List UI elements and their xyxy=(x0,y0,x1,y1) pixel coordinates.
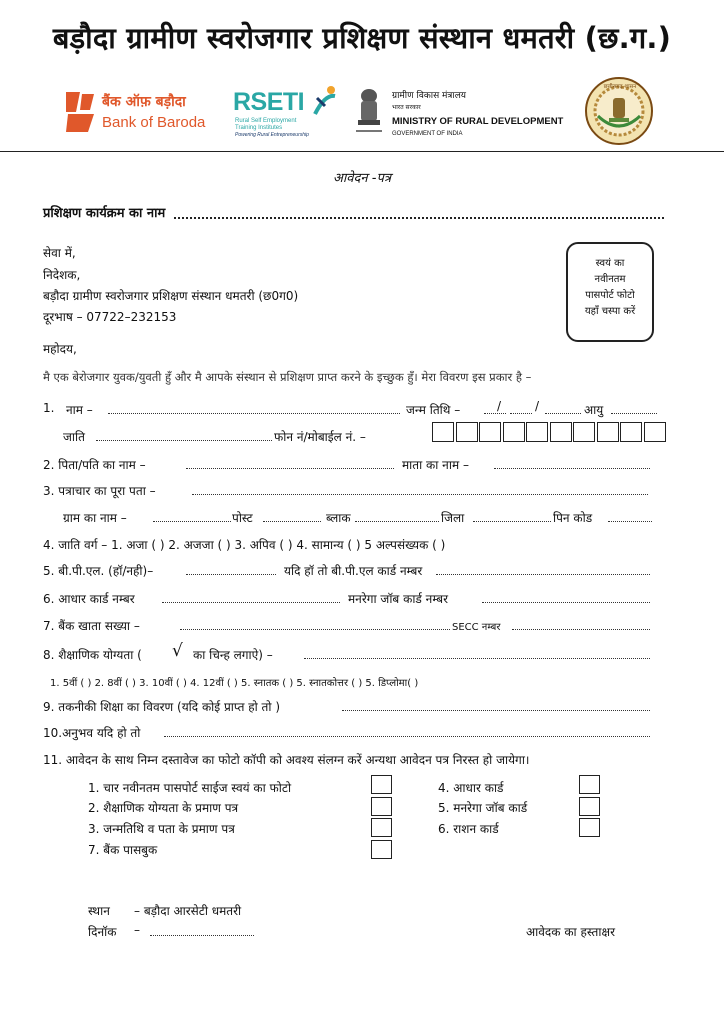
chhattisgarh-seal xyxy=(584,76,654,146)
bpl-card-field[interactable] xyxy=(436,564,650,575)
digit-box[interactable] xyxy=(479,422,501,442)
digit-box[interactable] xyxy=(503,422,525,442)
block-field[interactable] xyxy=(355,511,439,522)
address-phone: दूरभाष – 07722–232153 xyxy=(43,310,177,324)
post-label: पोस्ट xyxy=(232,511,253,525)
digit-box[interactable] xyxy=(432,422,454,442)
field-number-1: 1. xyxy=(43,401,55,415)
address-line-3: बड़ौदा ग्रामीण स्वरोजगार प्रशिक्षण संस्थान धमतरी (छ0ग0) xyxy=(43,289,299,303)
digit-box[interactable] xyxy=(526,422,548,442)
bob-hindi-name: बैंक ऑफ़ बड़ौदा xyxy=(102,94,186,110)
bpl-card-label: यदि हॉ तो बी.पी.एल कार्ड नम्बर xyxy=(284,564,423,578)
block-label: ब्लाक xyxy=(326,511,351,525)
post-field[interactable] xyxy=(263,511,321,522)
digit-box[interactable] xyxy=(550,422,572,442)
digit-box[interactable] xyxy=(597,422,619,442)
district-label: जिला xyxy=(441,511,465,525)
address-label: 3. पत्राचार का पूरा पता – xyxy=(43,484,156,498)
education-label-rest: का चिन्ह लगाऐ) – xyxy=(193,648,273,662)
doc-photo-label: 1. चार नवीनतम पासपोर्ट साईज स्वयं का फोटो xyxy=(88,781,292,795)
doc-education-checkbox[interactable] xyxy=(371,797,392,816)
mnrega-field[interactable] xyxy=(482,592,650,603)
doc-passbook-checkbox[interactable] xyxy=(371,840,392,859)
doc-dob-checkbox[interactable] xyxy=(371,818,392,837)
ministry-hindi: ग्रामीण विकास मंत्रालय xyxy=(392,91,467,101)
govt-english: GOVERNMENT OF INDIA xyxy=(392,131,463,137)
bob-mark-icon xyxy=(64,90,98,134)
technical-education-field[interactable] xyxy=(342,700,650,711)
mnrega-label: मनरेगा जॉब कार्ड नम्बर xyxy=(348,592,448,606)
father-label: 2. पिता/पति का नाम – xyxy=(43,458,146,472)
header-divider xyxy=(0,151,724,152)
secc-label: SECC नम्बर xyxy=(452,622,501,633)
documents-note: 11. आवेदन के साथ निम्न दस्तावेज का फोटो कॉपी को अवश्य संलग्न करें अन्यथा आवेदन पत्र निरस्त हो जायेगा। xyxy=(43,753,530,767)
govt-hindi: भारत सरकार xyxy=(392,104,421,111)
experience-label: 10.अनुभव यदि हो तो xyxy=(43,726,141,740)
mother-label: माता का नाम – xyxy=(402,458,469,472)
doc-mnrega-label: 5. मनरेगा जॉब कार्ड xyxy=(438,801,528,815)
pin-field[interactable] xyxy=(608,511,652,522)
program-name-row xyxy=(43,203,664,221)
photo-box[interactable]: स्वयं का नवीनतम पासपोर्ट फोटो यहाँ चस्पा करें xyxy=(566,242,654,342)
bank-label: 7. बैंक खाता सख्या – xyxy=(43,619,140,633)
rseti-logo xyxy=(233,84,345,140)
digit-box[interactable] xyxy=(573,422,595,442)
date-field[interactable] xyxy=(150,925,254,936)
program-name-field[interactable] xyxy=(174,217,664,219)
doc-passbook-label: 7. बैंक पासबुक xyxy=(88,843,158,857)
name-field[interactable] xyxy=(108,403,400,414)
dob-label: जन्म तिथि – xyxy=(406,403,461,417)
national-emblem-icon xyxy=(352,86,386,138)
address-line-2: निदेशक, xyxy=(43,268,81,282)
education-options[interactable]: 1. 5वीं ( ) 2. 8वीं ( ) 3. 10वीं ( ) 4. 12वीं ( ) 5. स्नातक ( ) 5. स्नातकोत्तर ( ) 5. डिप्लोमा( ) xyxy=(50,678,419,689)
doc-aadhaar-checkbox[interactable] xyxy=(579,775,600,794)
village-label: ग्राम का नाम – xyxy=(63,511,127,525)
doc-ration-label: 6. राशन कार्ड xyxy=(438,822,499,836)
address-line-1: सेवा में, xyxy=(43,246,76,260)
dob-day-field[interactable] xyxy=(484,403,506,414)
dob-slash-2: / xyxy=(535,399,540,413)
bpl-field[interactable] xyxy=(186,564,276,575)
aadhaar-label: 6. आधार कार्ड नम्बर xyxy=(43,592,135,606)
page-title: बड़ौदा ग्रामीण स्वरोजगार प्रशिक्षण संस्थान धमतरी (छ.ग.) xyxy=(52,21,672,55)
bank-of-baroda-logo xyxy=(64,90,204,136)
experience-field[interactable] xyxy=(164,726,650,737)
village-field[interactable] xyxy=(153,511,231,522)
doc-mnrega-checkbox[interactable] xyxy=(579,797,600,816)
form-heading: आवेदन -पत्र xyxy=(332,171,391,186)
intro-text: मै एक बेरोजगार युवक/युवती हुँ और मै आपके संस्थान से प्रशिक्षण प्राप्त करने के इच्छुक हुँ। मेरा विवरण इस प्रकार है – xyxy=(43,370,532,384)
mobile-digit-boxes[interactable] xyxy=(432,422,667,442)
doc-photo-checkbox[interactable] xyxy=(371,775,392,794)
district-field[interactable] xyxy=(473,511,551,522)
digit-box[interactable] xyxy=(456,422,478,442)
doc-education-label: 2. शैक्षाणिक योग्यता के प्रमाण पत्र xyxy=(88,801,239,815)
age-field[interactable] xyxy=(611,403,657,414)
education-label: 8. शैक्षाणिक योग्यता ( xyxy=(43,648,142,662)
doc-ration-checkbox[interactable] xyxy=(579,818,600,837)
age-label: आयु xyxy=(584,403,604,417)
mother-field[interactable] xyxy=(494,458,650,469)
dob-year-field[interactable] xyxy=(545,403,581,414)
bpl-label: 5. बी.पी.एल. (हॉ/नही)– xyxy=(43,564,154,578)
education-field[interactable] xyxy=(304,648,650,659)
caste-label: जाति xyxy=(63,430,85,444)
bob-english-name: Bank of Baroda xyxy=(102,114,206,131)
father-field[interactable] xyxy=(186,458,394,469)
aadhaar-field[interactable] xyxy=(162,592,340,603)
rseti-tagline: Powering Rural Entrepreneurship xyxy=(235,132,309,138)
place-value: – बड़ौदा आरसेटी धमतरी xyxy=(134,904,242,918)
address-field[interactable] xyxy=(192,484,648,495)
person-icon xyxy=(311,84,339,118)
place-label: स्थान xyxy=(88,904,110,918)
bank-field[interactable] xyxy=(180,619,450,630)
applicant-signature-label: आवेदक का हस्ताक्षर xyxy=(526,925,615,939)
pin-label: पिन कोड xyxy=(553,511,593,525)
category-options[interactable]: 4. जाति वर्ग – 1. अजा ( ) 2. अजजा ( ) 3. अपिव ( ) 4. सामान्य ( ) 5 अल्पसंख्यक ( ) xyxy=(43,538,446,552)
rseti-full-name: Rural Self Employment Training Institutes xyxy=(235,118,297,131)
program-label: प्रशिक्षण कार्यक्रम का नाम xyxy=(43,206,166,221)
technical-education-label: 9. तकनीकी शिक्षा का विवरण (यदि कोई प्राप्त हो तो ) xyxy=(43,700,281,714)
doc-dob-label: 3. जन्मतिथि व पता के प्रमाण पत्र xyxy=(88,822,235,836)
date-dash: – xyxy=(134,923,140,937)
salutation: महोदय, xyxy=(43,342,77,356)
doc-aadhaar-label: 4. आधार कार्ड xyxy=(438,781,504,795)
seal-text: छत्तीसगढ़ शासन xyxy=(603,84,637,90)
secc-field[interactable] xyxy=(512,619,650,630)
phone-label: फोन नं/मोबाईल नं. – xyxy=(274,430,366,444)
name-label: नाम – xyxy=(66,403,93,417)
rseti-name: RSETI xyxy=(233,88,305,116)
ministry-logo xyxy=(352,84,562,144)
tick-mark-icon: √ xyxy=(172,641,183,661)
ministry-english: MINISTRY OF RURAL DEVELOPMENT xyxy=(392,116,564,127)
dob-month-field[interactable] xyxy=(510,403,532,414)
date-label: दिनॉक xyxy=(88,925,117,939)
digit-box[interactable] xyxy=(644,422,666,442)
caste-field[interactable] xyxy=(96,430,272,441)
digit-box[interactable] xyxy=(620,422,642,442)
dob-slash-1: / xyxy=(497,399,502,413)
